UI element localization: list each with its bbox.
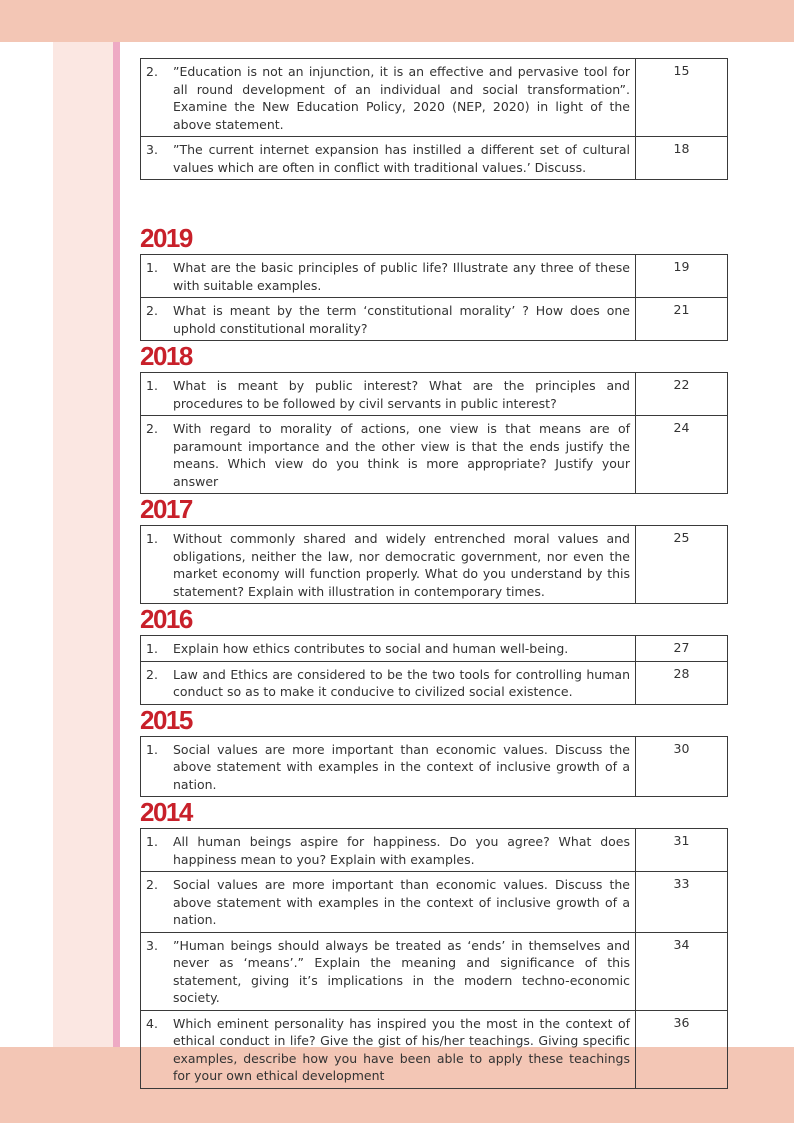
question-number: 1. — [146, 741, 158, 757]
page-number: 24 — [636, 416, 728, 494]
question-cell — [141, 1010, 636, 1088]
page-number: 30 — [636, 736, 728, 797]
page-number: 33 — [636, 872, 728, 933]
question-index — [140, 58, 727, 1089]
question-number: 1. — [146, 641, 158, 656]
page-number: 19 — [636, 255, 728, 298]
question-cell — [141, 526, 636, 604]
year-heading: 2014 — [140, 797, 192, 827]
question-cell — [141, 255, 636, 298]
question-number: 3. — [146, 937, 158, 953]
question-row — [141, 1010, 728, 1088]
question-text: With regard to morality of actions, one view is that means are of paramount importance and the other view is that the ends justify the means. Which view do you think is more appropriate? Justify your answer — [173, 421, 630, 489]
question-row — [141, 416, 728, 494]
question-text: Explain how ethics contributes to social and human well-being. — [173, 641, 569, 656]
page-number: 18 — [636, 137, 728, 180]
year-heading: 2016 — [140, 604, 192, 634]
question-number: 2. — [146, 877, 158, 892]
question-cell — [141, 932, 636, 1010]
question-cell — [141, 298, 636, 341]
question-number: 2. — [146, 64, 158, 79]
page-number: 36 — [636, 1010, 728, 1088]
page-number: 34 — [636, 932, 728, 1010]
question-text: Which eminent personality has inspired you the most in the context of ethical conduct in life? Give the gist of his/her teachings. Giving specific examples, describe how you have been able to apply these teachings for your own ethical development — [173, 1015, 630, 1083]
question-cell — [141, 872, 636, 933]
question-cell — [141, 829, 636, 872]
question-number: 3. — [146, 142, 158, 157]
question-cell — [141, 661, 636, 704]
question-cell — [141, 736, 636, 797]
question-row — [141, 137, 728, 180]
question-cell — [141, 137, 636, 180]
question-number: 2. — [146, 303, 158, 318]
question-cell — [141, 416, 636, 494]
question-text: ”Education is not an injunction, it is an effective and pervasive tool for all round development of an individual and social transformation”. Examine the New Education Policy, 2020 (NEP, 2020) in light of the above statement. — [173, 64, 630, 132]
question-cell — [141, 373, 636, 416]
year-heading: 2015 — [140, 704, 192, 735]
year-heading: 2018 — [140, 341, 192, 371]
question-row — [141, 526, 728, 604]
question-text: ”The current internet expansion has instilled a different set of cultural values which are often in conflict with traditional values.’ Discuss. — [173, 142, 630, 175]
page-number: 31 — [636, 829, 728, 872]
question-row — [141, 59, 728, 137]
question-row — [141, 636, 728, 662]
page-number: 22 — [636, 373, 728, 416]
intro-question-table — [140, 58, 728, 180]
page-number: 28 — [636, 661, 728, 704]
question-text: What is meant by the term ‘constitutional morality’ ? How does one uphold constitutional morality? — [173, 303, 630, 336]
side-panel — [53, 42, 113, 1047]
question-text: Law and Ethics are considered to be the two tools for controlling human conduct so as to make it conducive to civilized social existence. — [173, 666, 630, 699]
question-text: What is meant by public interest? What are the principles and procedures to be followed by civil servants in public interest? — [173, 378, 630, 411]
year-heading: 2017 — [140, 494, 192, 524]
question-text: What are the basic principles of public life? Illustrate any three of these with suitable examples. — [173, 260, 630, 293]
question-text: Social values are more important than economic values. Discuss the above statement with examples in the context of inclusive growth of a nation. — [173, 877, 630, 927]
question-row — [141, 872, 728, 933]
page-number: 21 — [636, 298, 728, 341]
question-table — [140, 635, 728, 705]
question-number: 2. — [146, 666, 158, 682]
question-number: 1. — [146, 531, 158, 546]
question-table — [140, 525, 728, 604]
question-text: Social values are more important than economic values. Discuss the above statement with examples in the context of inclusive growth of a nation. — [173, 741, 630, 792]
question-text: Without commonly shared and widely entrenched moral values and obligations, neither the law, nor democratic government, nor even the market economy will function properly. What do you understand by this statement? Explain with illustration in contemporary times. — [173, 531, 630, 599]
question-number: 2. — [146, 421, 158, 436]
section-gap — [140, 180, 727, 223]
question-row — [141, 932, 728, 1010]
page-number: 25 — [636, 526, 728, 604]
question-cell — [141, 59, 636, 137]
top-band — [0, 0, 794, 42]
question-row — [141, 298, 728, 341]
page-number: 27 — [636, 636, 728, 662]
question-number: 1. — [146, 260, 158, 275]
question-text: ”Human beings should always be treated as ‘ends’ in themselves and never as ‘means’.” Explain the meaning and significance of this statement, giving it’s implications in the modern techno-economic society. — [173, 937, 630, 1005]
question-table — [140, 254, 728, 341]
question-text: All human beings aspire for happiness. Do you agree? What does happiness mean to you? Explain with examples. — [173, 834, 630, 867]
question-row — [141, 736, 728, 797]
year-sections — [140, 223, 727, 1089]
question-number: 4. — [146, 1015, 158, 1031]
question-number: 1. — [146, 834, 158, 849]
question-table — [140, 828, 728, 1089]
question-row — [141, 661, 728, 704]
page-number: 15 — [636, 59, 728, 137]
question-number: 1. — [146, 378, 158, 393]
question-row — [141, 829, 728, 872]
question-row — [141, 255, 728, 298]
question-row — [141, 373, 728, 416]
question-table — [140, 736, 728, 798]
question-table — [140, 372, 728, 494]
question-cell — [141, 636, 636, 662]
year-heading: 2019 — [140, 223, 192, 253]
side-stripe — [113, 42, 120, 1047]
